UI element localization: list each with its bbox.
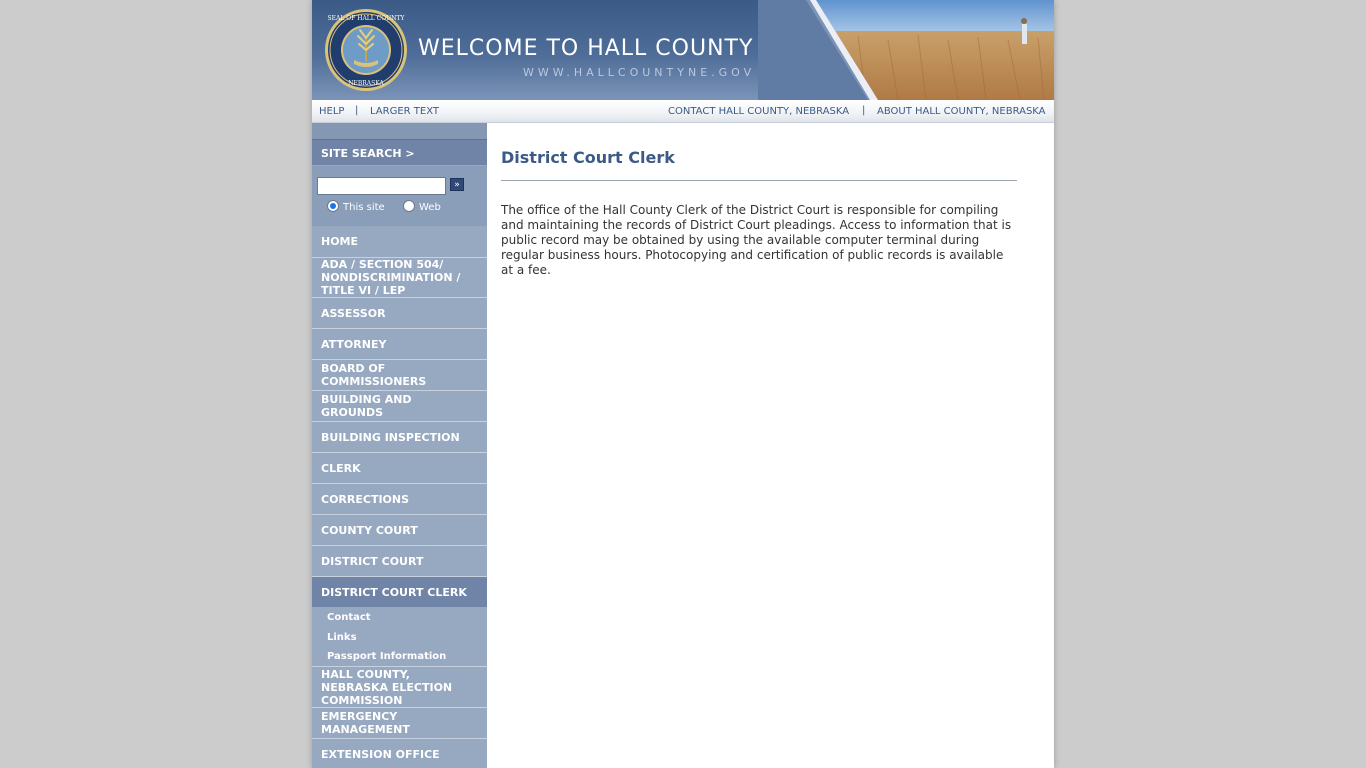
nav-label: COUNTY COURT	[321, 523, 418, 537]
nav-attorney[interactable]	[312, 329, 487, 360]
utility-separator: |	[355, 105, 359, 116]
nav-ada[interactable]	[312, 258, 487, 298]
nav-building-and-grounds[interactable]	[312, 391, 487, 422]
page-title: District Court Clerk	[501, 148, 675, 167]
radio-label: This site	[343, 202, 385, 213]
nav-label: ATTORNEY	[321, 337, 387, 351]
nav-label: ASSESSOR	[321, 306, 386, 320]
nav-label: DISTRICT COURT CLERK	[321, 585, 467, 599]
nav-building-inspection[interactable]	[312, 422, 487, 453]
sidebar	[312, 123, 487, 768]
nav-label: EXTENSION OFFICE	[321, 747, 440, 761]
page-body-text: The office of the Hall County Clerk of the District Court is responsible for compiling and maintaining the records of District Court pleadings. Access to information that is public record may be obtained by using the available computer terminal during regular business hours. Photocopying and certification of public records is available at a fee.	[501, 203, 1012, 277]
nav-label: BUILDING INSPECTION	[321, 430, 460, 444]
site-search-heading[interactable]: SITE SEARCH >	[312, 139, 487, 165]
nav-label: HOME	[321, 235, 359, 248]
nav-label: CORRECTIONS	[321, 492, 410, 506]
nav-label: ADA / SECTION 504/ NONDISCRIMINATION / TITLE VI / LEP	[321, 258, 461, 297]
utility-bar	[312, 100, 1054, 123]
svg-text:SEAL OF HALL COUNTY: SEAL OF HALL COUNTY	[327, 15, 405, 22]
header-title: WELCOME TO HALL COUNTY	[418, 36, 754, 61]
title-divider	[501, 180, 1017, 181]
subnav-links[interactable]	[312, 627, 487, 647]
site-search-panel	[312, 166, 487, 226]
subnav-contact[interactable]	[312, 607, 487, 627]
contact-link[interactable]: CONTACT HALL COUNTY, NEBRASKA	[668, 106, 850, 117]
nav-label: BOARD OF COMMISSIONERS	[321, 362, 427, 388]
nav-corrections[interactable]	[312, 484, 487, 515]
header-url: WWW.HALLCOUNTYNE.GOV	[523, 66, 756, 79]
radio-unchecked-icon[interactable]	[403, 200, 415, 212]
nav-label: BUILDING AND GROUNDS	[321, 393, 412, 419]
nav-label: DISTRICT COURT	[321, 554, 424, 568]
radio-checked-icon[interactable]	[327, 200, 339, 212]
larger-text-link[interactable]: LARGER TEXT	[370, 106, 439, 117]
nav-emergency-management[interactable]	[312, 708, 487, 739]
sidebar-top-strip	[312, 123, 487, 139]
nav-label: CLERK	[321, 461, 361, 475]
radio-label: Web	[419, 202, 441, 213]
svg-text:NEBRASKA: NEBRASKA	[348, 80, 384, 87]
subnav-label: Links	[327, 631, 357, 643]
nav-district-court[interactable]	[312, 546, 487, 577]
nav-election-commission[interactable]	[312, 668, 487, 708]
nav-assessor[interactable]	[312, 298, 487, 329]
nav-district-court-clerk[interactable]	[312, 577, 487, 607]
nav-extension-office[interactable]	[312, 739, 487, 768]
radio-this-site[interactable]	[327, 200, 385, 213]
search-input[interactable]	[317, 177, 446, 195]
subnav-passport-information[interactable]	[312, 647, 487, 667]
subnav-label: Passport Information	[327, 651, 447, 662]
nav-clerk[interactable]	[312, 453, 487, 484]
help-link[interactable]: HELP	[319, 106, 345, 117]
nav-label: HALL COUNTY, NEBRASKA ELECTION COMMISSION	[321, 668, 453, 707]
nav-label: EMERGENCY MANAGEMENT	[321, 710, 410, 736]
radio-web[interactable]	[403, 200, 441, 213]
county-seal-logo[interactable]	[324, 8, 408, 92]
page-container	[312, 0, 1054, 768]
nav-board-of-commissioners[interactable]	[312, 360, 487, 391]
subnav-label: Contact	[327, 611, 371, 623]
double-chevron-right-icon[interactable]: »	[450, 178, 464, 191]
prairie-photo	[758, 0, 1054, 100]
nav-county-court[interactable]	[312, 515, 487, 546]
about-link[interactable]: ABOUT HALL COUNTY, NEBRASKA	[877, 106, 1046, 117]
utility-separator: |	[862, 105, 866, 116]
site-header	[312, 0, 1054, 100]
nav-home[interactable]	[312, 226, 487, 258]
